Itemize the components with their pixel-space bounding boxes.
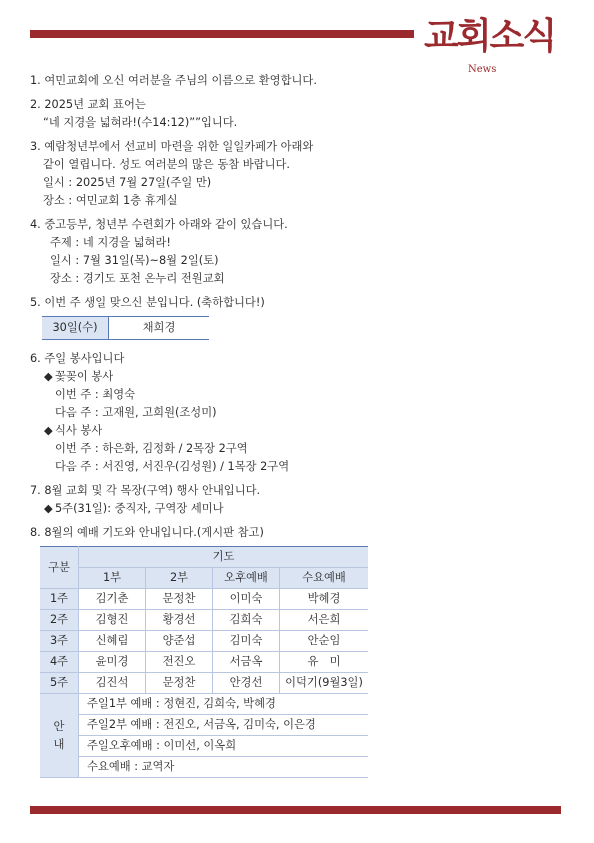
guide-row: 안 내 주일1부 예배 : 정현진, 김희숙, 박혜경 xyxy=(40,694,368,715)
table-row: 3주 신혜림 양준섭 김미숙 안순임 xyxy=(40,631,368,652)
birthday-date: 30일(수) xyxy=(42,317,109,340)
table-header-group: 구분 xyxy=(40,547,79,589)
table-row: 5주 김진석 문정찬 안경선 이덕기(9월3일) xyxy=(40,673,368,694)
table-header-prayer: 기도 xyxy=(79,547,369,568)
table-row: 1주 김기춘 문정찬 이미숙 박혜경 xyxy=(40,589,368,610)
news-item-1: 1. 여민교회에 오신 여러분을 주님의 이름으로 환영합니다. xyxy=(30,74,317,87)
logo-title: 교회소식 xyxy=(424,15,556,57)
top-accent-bar xyxy=(30,30,414,38)
news-item-8: 8. 8월의 예배 기도와 안내입니다.(게시판 참고) 구분 기도 1부 2부 오후예배 수요예배 1주 김기춘 문정찬 이미숙 박혜경 2주 김형진 황경선 김희숙 서은희 3주 신혜림 양준섭 김미숙 안순임 4주 윤미경 전진오 서금옥 유 미 5주 김진석 문정찬 안경선 이덕기(9월3일) 안 내 주일1부 예배 : 정현진, 김희숙, 박혜경 주일2부 예배 : 전진오, 서금옥, 김미숙, 이은경 주일오후예배 : 이미선, 이옥희 수요예배 : 교역자 xyxy=(30,524,570,778)
table-header-2bu: 2부 xyxy=(146,568,213,589)
news-item-2: 2. 2025년 교회 표어는 “네 지경을 넓혀라!(수14:12)””입니다. xyxy=(30,98,238,129)
guide-row: 주일오후예배 : 이미선, 이옥희 xyxy=(40,736,368,757)
table-header-1bu: 1부 xyxy=(79,568,146,589)
news-item-5: 5. 이번 주 생일 맞으신 분입니다. (축하합니다!) 30일(수) 채희경 xyxy=(30,294,570,340)
table-header-afternoon: 오후예배 xyxy=(213,568,280,589)
news-logo xyxy=(424,8,564,78)
bullet-icon: ◆ xyxy=(44,424,53,437)
bullet-icon: ◆ xyxy=(44,502,53,515)
birthday-name: 채희경 xyxy=(142,321,176,334)
guide-label: 안 내 xyxy=(40,694,79,778)
birthday-table xyxy=(42,316,209,340)
news-item-3: 3. 예람청년부에서 선교비 마련을 위한 일일카페가 아래와 같이 열립니다. 성도 여러분의 많은 동참 바랍니다. 일시 : 2025년 7월 27일(주일 만) 장소 : 여민교회 1층 휴게실 xyxy=(30,140,314,207)
table-row: 4주 윤미경 전진오 서금옥 유 미 xyxy=(40,652,368,673)
news-item-4: 4. 중고등부, 청년부 수련회가 아래와 같이 있습니다. 주제 : 네 지경을 넓혀라! 일시 : 7월 31일(목)~8월 2일(토) 장소 : 경기도 포천 온누리 전원교회 xyxy=(30,218,288,285)
logo-subtitle: News xyxy=(468,64,497,75)
news-content xyxy=(30,72,570,784)
bottom-accent-bar xyxy=(30,806,561,814)
bullet-icon: ◆ xyxy=(44,370,53,383)
table-row: 2주 김형진 황경선 김희숙 서은희 xyxy=(40,610,368,631)
table-header-wednesday: 수요예배 xyxy=(280,568,369,589)
prayer-schedule-table xyxy=(40,546,368,778)
guide-row: 수요예배 : 교역자 xyxy=(40,757,368,778)
guide-row: 주일2부 예배 : 전진오, 서금옥, 김미숙, 이은경 xyxy=(40,715,368,736)
news-item-7: 7. 8월 교회 및 각 목장(구역) 행사 안내입니다. ◆ 5주(31일): 중직자, 구역장 세미나 xyxy=(30,482,570,518)
news-item-6: 6. 주일 봉사입니다 ◆ 꽃꽂이 봉사 이번 주 : 최영숙 다음 주 : 고재원, 고희원(조성미) ◆ 식사 봉사 이번 주 : 하은화, 김정화 / 2목장 2구역 다음 주 : 서진영, 서진우(김성원) / 1목장 2구역 xyxy=(30,352,290,473)
